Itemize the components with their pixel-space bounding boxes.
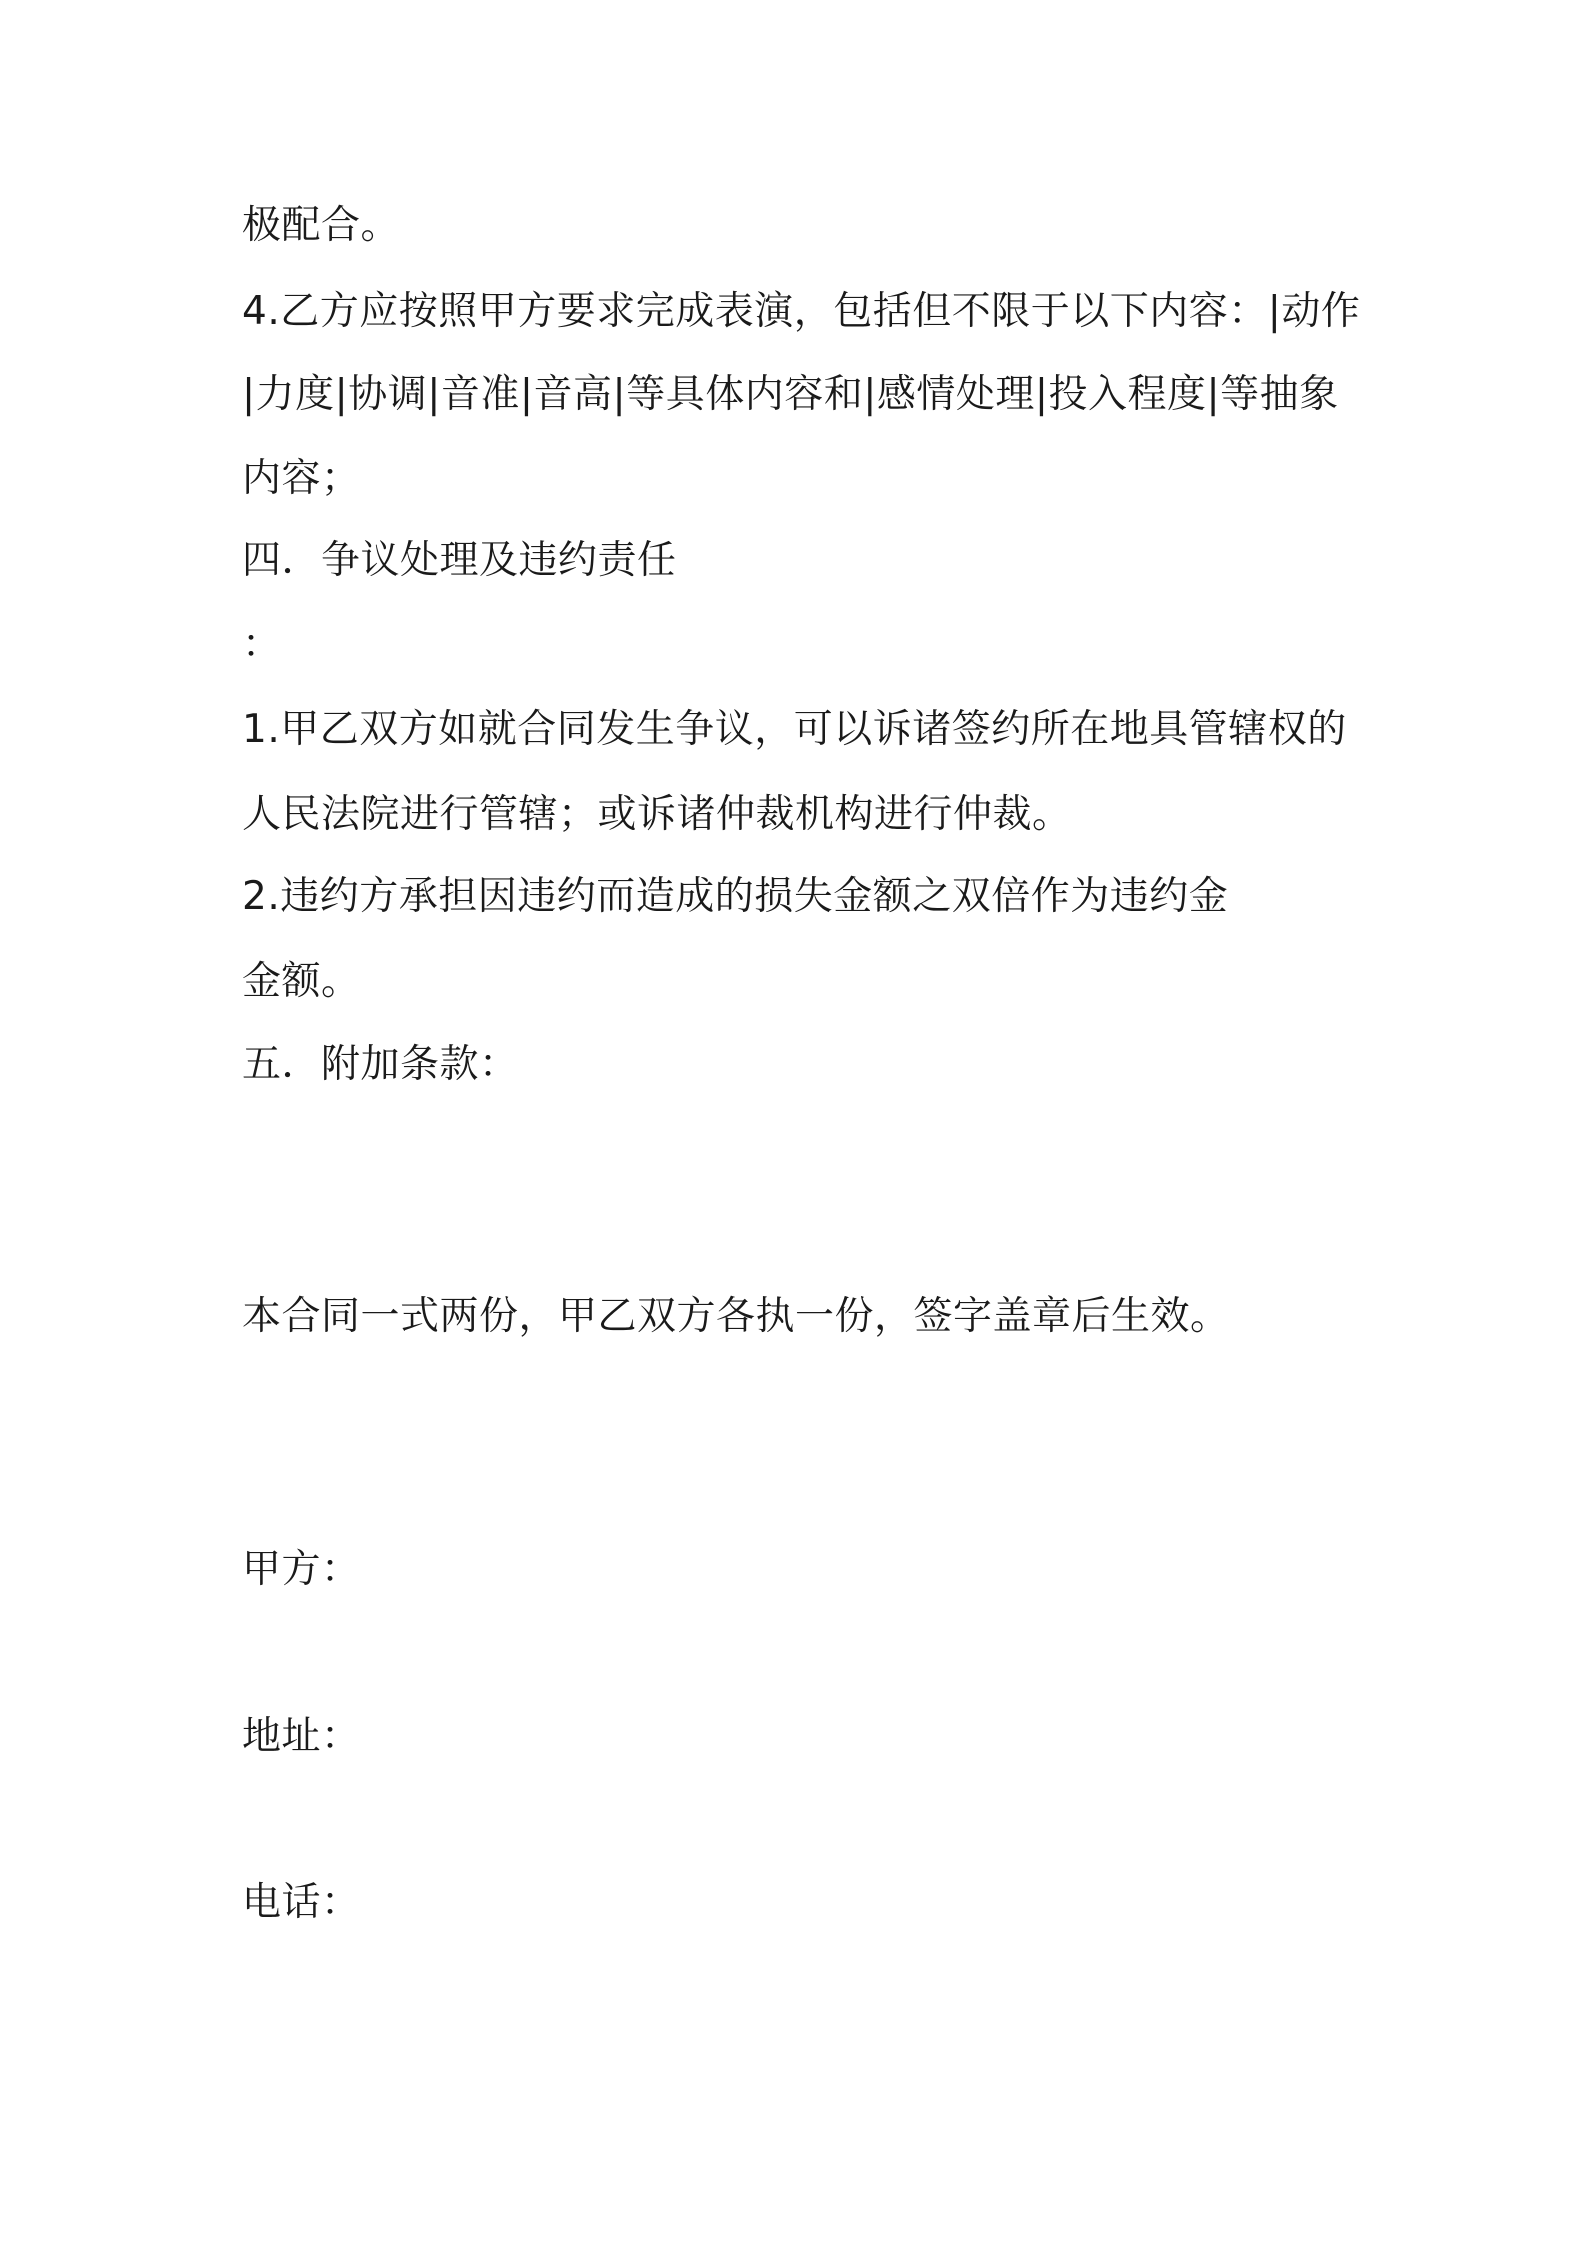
dispute-clause-1-line-2: 人民法院进行管辖；或诉诸仲裁机构进行仲裁。 bbox=[242, 792, 1072, 837]
section-heading-colon: ： bbox=[242, 622, 282, 667]
dispute-clause-2-line-1: 2.违约方承担因违约而造成的损失金额之双倍作为违约金 bbox=[242, 874, 1229, 919]
section-heading-dispute: 四．争议处理及违约责任 bbox=[242, 538, 677, 583]
address-label: 地址： bbox=[242, 1714, 361, 1759]
dispute-clause-1-line-1: 1.甲乙双方如就合同发生争议，可以诉诸签约所在地具管辖权的 bbox=[242, 707, 1347, 752]
clause-4-line-3: 内容； bbox=[242, 456, 361, 501]
dispute-clause-2-line-2: 金额。 bbox=[242, 959, 361, 1004]
clause-text-line: 极配合。 bbox=[242, 203, 401, 248]
clause-4-line-2: |力度|协调|音准|音高|等具体内容和|感情处理|投入程度|等抽象 bbox=[242, 372, 1339, 417]
closing-statement: 本合同一式两份，甲乙双方各执一份，签字盖章后生效。 bbox=[242, 1294, 1230, 1339]
party-a-label: 甲方： bbox=[242, 1547, 361, 1592]
clause-4-line-1: 4.乙方应按照甲方要求完成表演，包括但不限于以下内容：|动作 bbox=[242, 289, 1361, 334]
phone-label: 电话： bbox=[242, 1880, 361, 1925]
section-heading-additional-terms: 五．附加条款： bbox=[242, 1042, 519, 1087]
